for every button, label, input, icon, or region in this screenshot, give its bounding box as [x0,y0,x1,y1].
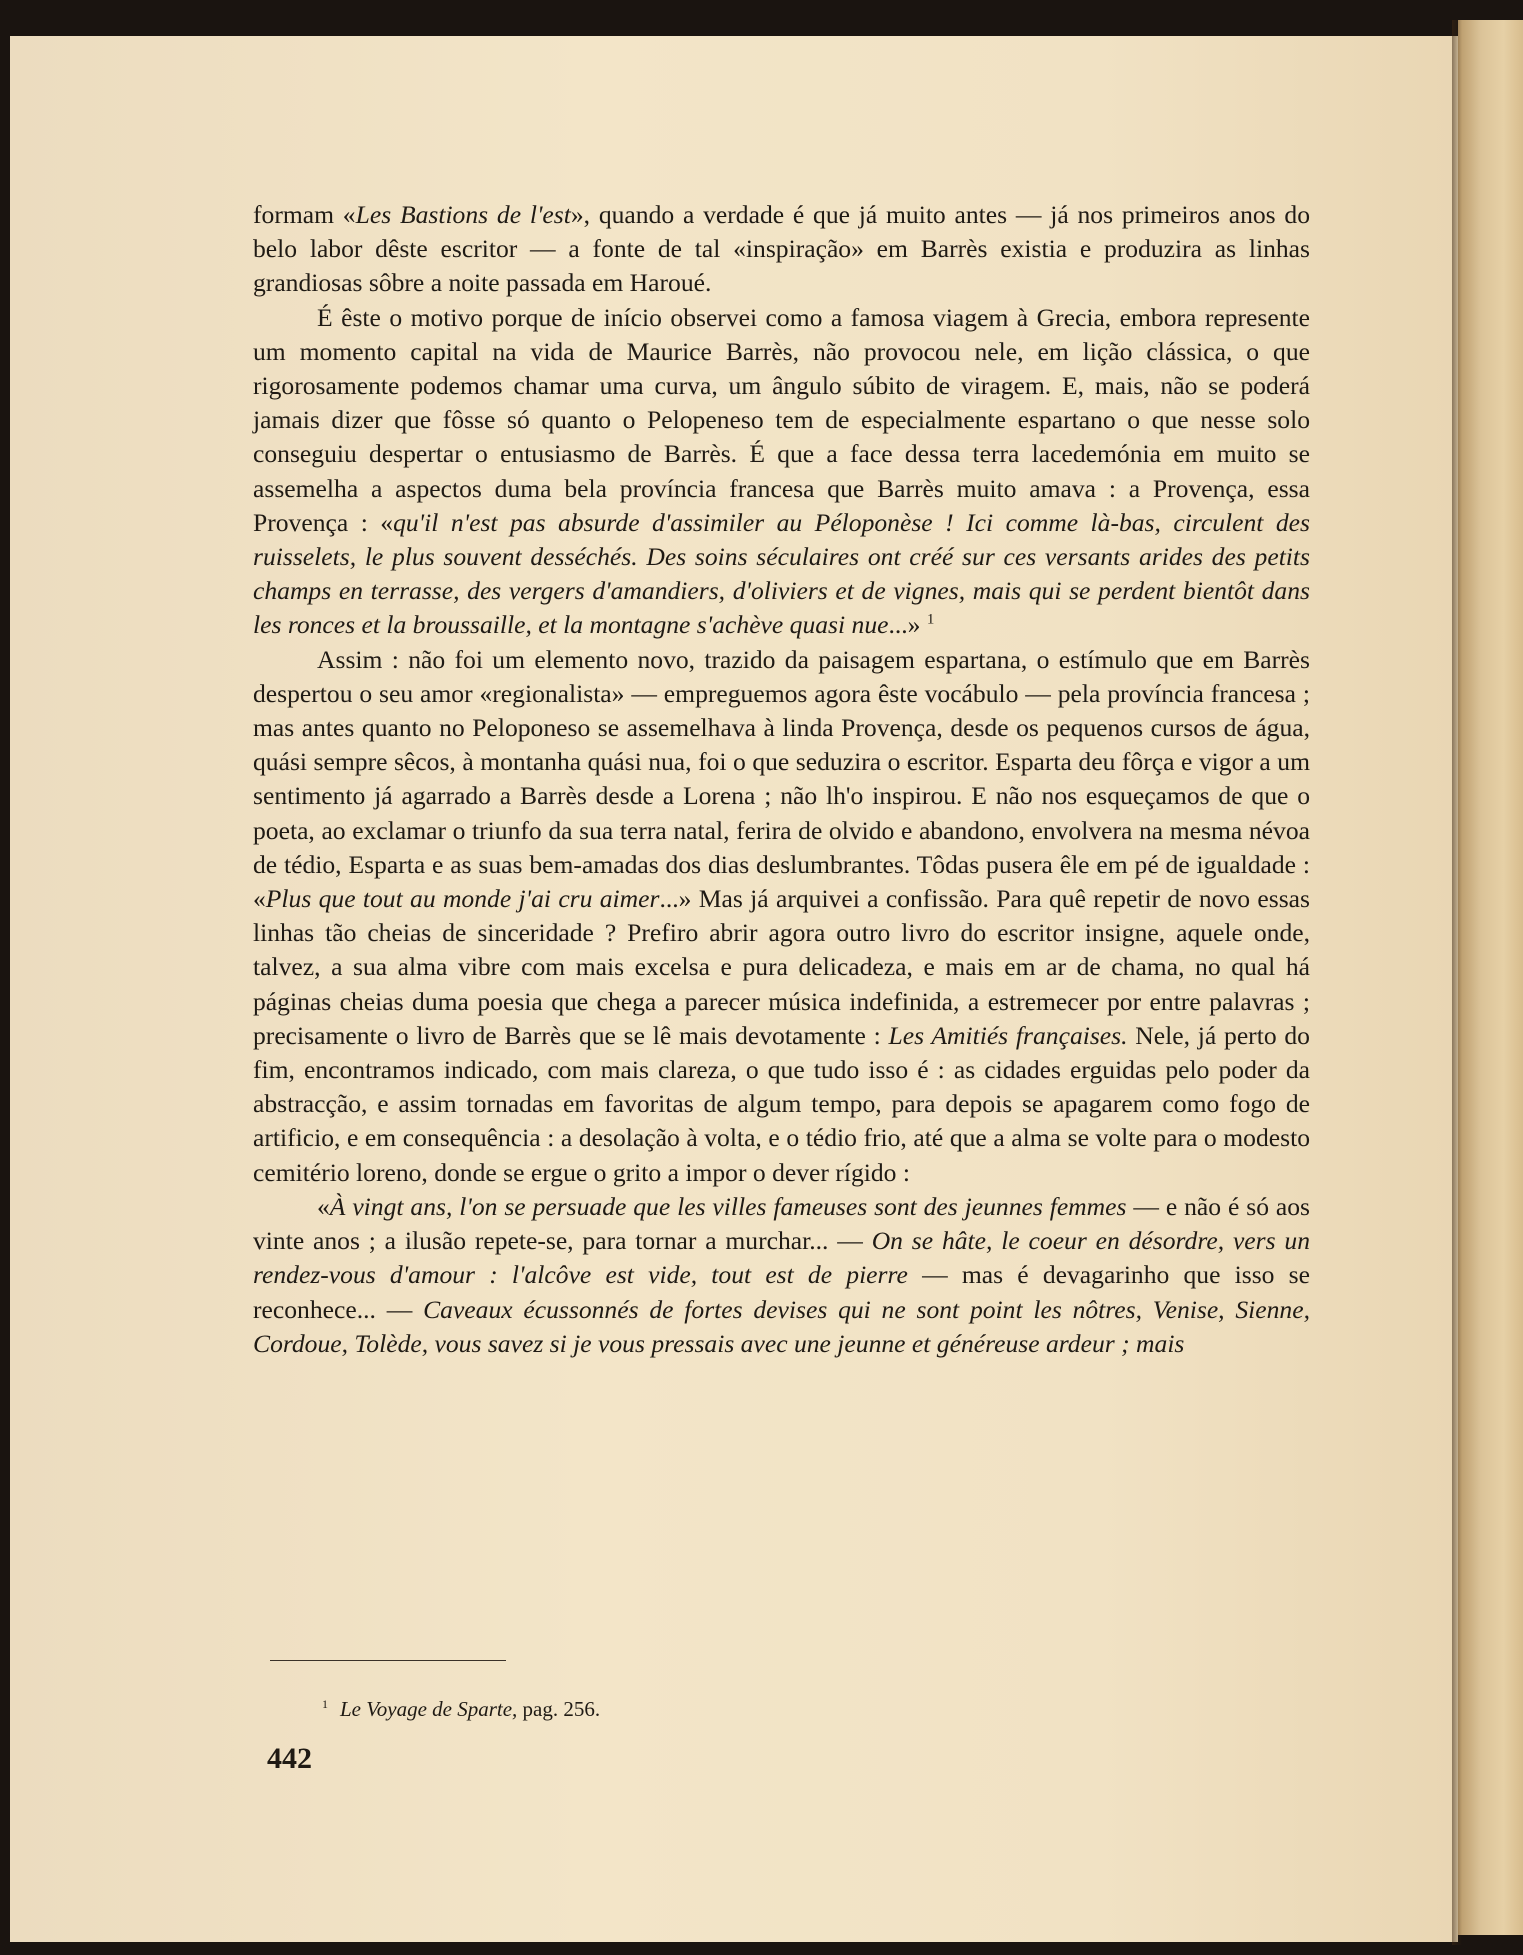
footnote-text: pag. 256. [517,1697,601,1721]
text-run: Assim : não foi um elemento novo, trazido da paisagem espartana, o estímulo que em Barrès despertou o seu amor «regionalista» — empreguemos agora êste vocábulo — pela província francesa ; mas antes quanto no Peloponeso se assemelhava à linda Provença, desde os pequenos cursos de água, quási sempre sêcos, à montanha quási nua, foi o que seduzira o escritor. Esparta deu fôrça e vigor a um sentimento já agarrado a Barrès desde a Lorena ; não lh'o inspirou. E não nos esqueçamos de que o poeta, ao exclamar o triunfo da sua terra natal, ferira de olvido e abandono, envolvera na mesma névoa de tédio, Esparta e as suas bem-amadas dos dias deslumbrantes. Tôdas pusera êle em pé de igualdade : « [253,644,1310,914]
italic-quote: Caveaux écussonnés de fortes devises qui ne sont point les nôtres, Venise, Sienne, Cordoue, Tolède, vous savez si je vous pressais avec une jeunne et généreuse ardeur ; mais [253,1294,1310,1358]
paragraph [253,643,1310,1190]
italic-quote: Plus que tout au monde j'ai cru aimer [265,884,660,914]
page-number: 442 [267,1742,312,1775]
text-run: formam « [253,200,356,229]
italic-quote: On se hâte, le coeur en désordre, vers un rendez-vous d'amour : l'alcôve est vide, tout est de pierre [253,1226,1311,1290]
adjacent-page-edge [1458,20,1523,1935]
text-run: « [317,1191,330,1221]
paragraph [253,1190,1310,1361]
footnote [322,1697,600,1722]
footnote-reference: 1 [926,611,935,628]
paragraph [253,301,1310,643]
text-run: Nele, já perto do fim, encontramos indicado, com mais clareza, o que tudo isso é : as cidades erguidas pelo poder da abstracção, e assim tornadas em favoritas de algum tempo, para depois se apagarem como fogo de artificio, e em consequência : a desolação à volta, e o tédio frio, até que a alma se volte para o modesto cemitério loreno, donde se ergue o grito a impor o dever rígido : [253,1020,1310,1187]
text-run: — e não é só aos vinte anos ; a ilusão repete-se, para tornar a murchar... — [253,1191,1311,1256]
page-fold-shadow [1452,20,1462,1945]
italic-quote: Les Amitiés françaises. [888,1020,1128,1050]
text-run: É êste o motivo porque de início observei como a famosa viagem à Grecia, embora represente um momento capital na vida de Maurice Barrès, não provocou nele, em lição clássica, o que rigorosamente podemos chamar uma curva, um ângulo súbito de viragem. E, mais, não se poderá jamais dizer que fôsse só quanto o Pelopeneso tem de especialmente espartano o que nesse solo conseguiu despertar o entusiasmo de Barrès. É que a face dessa terra lacedemónia em muito se assemelha a aspectos duma bela província francesa que Barrès muito amava : a Provença, essa Provença : « [253,302,1310,537]
footnote-marker: 1 [322,1697,328,1711]
italic-quote: Les Bastions de l'est [355,200,571,229]
paragraph [253,198,1310,301]
text-run: ...» [888,610,927,640]
text-run: — mas é devagarinho que isso se reconhece... — [253,1260,1310,1324]
body-text [253,198,1310,1361]
footnote-separator [270,1660,506,1661]
footnote-title: Le Voyage de Sparte, [340,1697,518,1721]
italic-quote: qu'il n'est pas absurde d'assimiler au Péloponèse ! Ici comme là-bas, circulent des ruisselets, le plus souvent desséchés. Des soins séculaires ont créé sur ces versants arides des petits champs en terrasse, des vergers d'amandiers, d'oliviers et de vignes, mais qui se perdent bientôt dans les ronces et la broussaille, et la montagne s'achève quasi nue [253,507,1310,640]
text-run: ...» Mas já arquivei a confissão. Para quê repetir de novo essas linhas tão cheias de sinceridade ? Prefiro abrir agora outro livro do escritor insigne, aquele onde, talvez, a sua alma vibre com mais excelsa e pura delicadeza, e mais em ar de chama, no qual há páginas cheias duma poesia que chega a parecer música indefinida, a estremecer por entre palavras ; precisamente o livro de Barrès que se lê mais devotamente : [253,884,1310,1050]
text-run: », quando a verdade é que já muito antes — já nos primeiros anos do belo labor dêste escritor — a fonte de tal «inspiração» em Barrès existia e produzira as linhas grandiosas sôbre a noite passada em Haroué. [253,200,1311,298]
italic-quote: À vingt ans, l'on se persuade que les villes fameuses sont des jeunnes femmes [329,1191,1127,1221]
